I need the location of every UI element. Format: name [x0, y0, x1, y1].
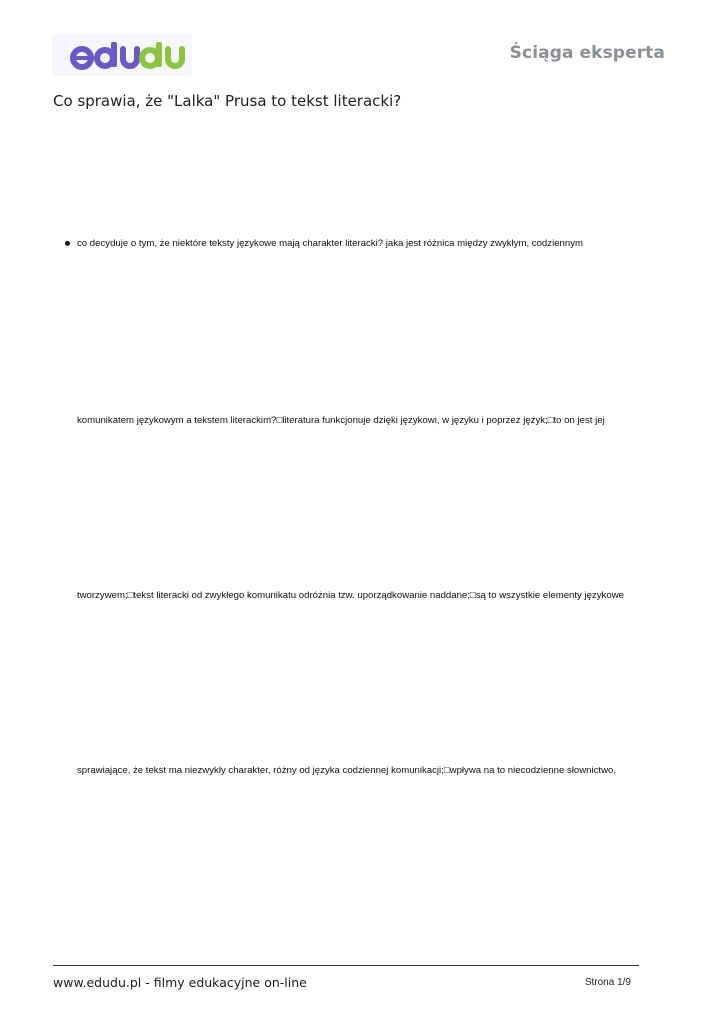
footer-divider — [53, 965, 639, 966]
edudu-logo[interactable] — [52, 34, 192, 76]
text-line-1: co decyduje o tym, że niektóre teksty językowe mają charakter literacki? jaka jest różnica między zwykłym, codziennym — [77, 238, 583, 249]
text-line-2: komunikatem językowym a tekstem literackim?□literatura funkcjonuje dzięki językowi, w języku i poprzez język;□to on jest jej — [77, 415, 605, 426]
page-title: Co sprawia, że "Lalka" Prusa to tekst literacki? — [53, 92, 402, 110]
text-line-3: tworzywem;□tekst literacki od zwykłego komunikatu odróżnia tzw. uporządkowanie naddane;□są to wszystkie elementy językowe — [77, 590, 624, 601]
bullet-icon — [65, 241, 70, 246]
edudu-logo-mark — [52, 34, 192, 76]
header-brand-title: Ściąga eksperta — [509, 43, 665, 63]
page-number: Strona 1/9 — [584, 977, 631, 988]
footer-site-link[interactable]: www.edudu.pl - filmy edukacyjne on-line — [53, 975, 307, 990]
text-line-4: sprawiające, że tekst ma niezwykły charakter, różny od języka codziennej komunikacji;□wpływa na to niecodzienne słownictwo, — [77, 765, 617, 776]
